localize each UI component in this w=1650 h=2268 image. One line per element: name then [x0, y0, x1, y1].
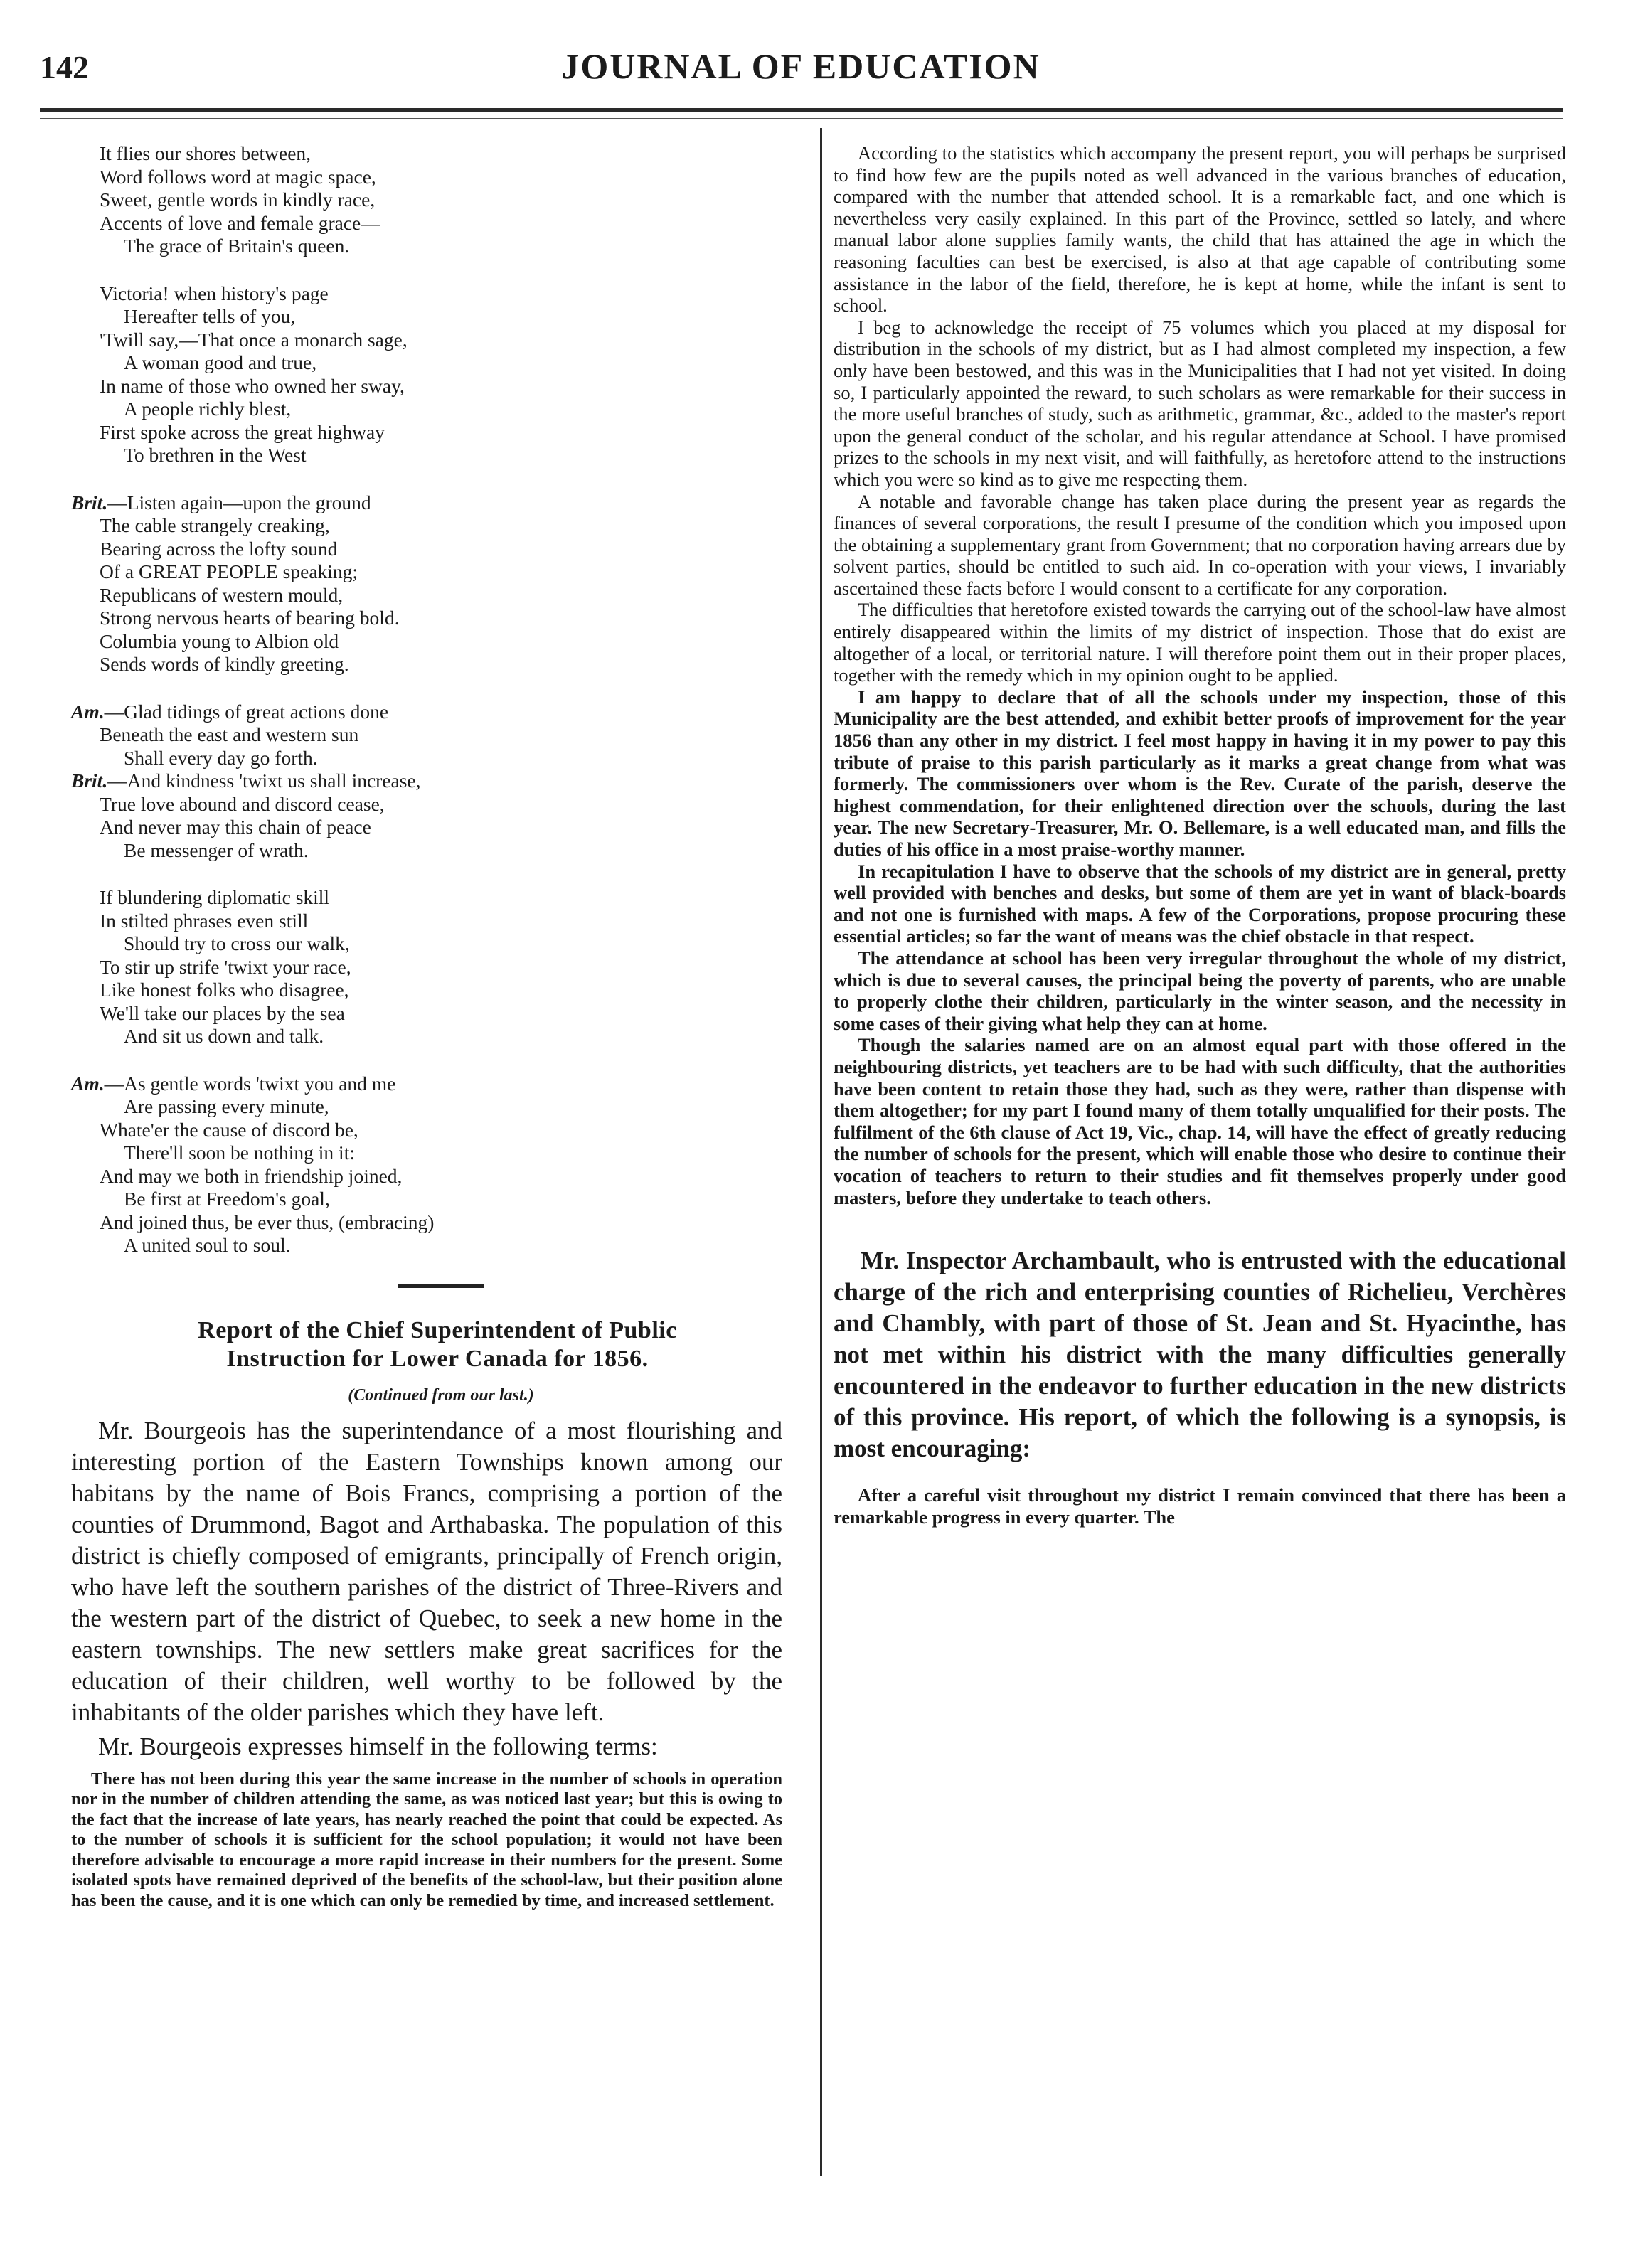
poem-line-text: It flies our shores between,: [100, 142, 312, 164]
report-paragraph: According to the statistics which accompany the present report, you will perhaps be surprised to find how few are the pupils noted as well advanced in the various branches of education, compared with the number that attended school. It is a remarkable fact, and one which is nevertheless very easily explained. In this part of the Province, settled so lately, and where manual labor alone supplies family wants, the child that has attained the age in which the reasoning faculties can best be exercised, is also at that age capable of contributing some assistance in the labor of the field, therefore, he is kept at home, while the infant is sent to school.: [834, 142, 1566, 316]
speaker-name: Brit.: [71, 491, 108, 513]
poem-line-text: And joined thus, be ever thus, (embracing): [100, 1210, 435, 1233]
poem-line-text: Bearing across the lofty sound: [100, 537, 338, 560]
poem-line: [100, 793, 782, 816]
speaker-name: Am.: [71, 1072, 105, 1095]
lead-intro: Mr. Bourgeois expresses himself in the following terms:: [98, 1732, 658, 1760]
running-title: JOURNAL OF EDUCATION: [561, 46, 1040, 86]
poem-line-text: The grace of Britain's queen.: [124, 235, 350, 257]
poem-line-text: And sit us down and talk.: [124, 1025, 324, 1047]
poem-line-text: True love abound and discord cease,: [100, 792, 385, 815]
poem-line: [100, 723, 782, 747]
poem-line: [100, 653, 782, 676]
poem-line: [100, 142, 782, 166]
poem-line: [100, 1002, 782, 1026]
poem-line: [100, 305, 782, 329]
poem-line-text: Republicans of western mould,: [100, 583, 344, 606]
poem-stanza: [100, 282, 782, 467]
poem-line: [100, 235, 782, 258]
poem-line: [100, 1165, 782, 1188]
report-paragraph: The attendance at school has been very irregular throughout the whole of my district, which is due to several causes, the principal being the poverty of parents, who are unable to properly clothe their children, particularly in the winter season, and the necessity in some cases of their giving what help they can at home.: [834, 947, 1566, 1034]
poem-line-text: Word follows word at magic space,: [100, 165, 376, 188]
column-rule: [820, 128, 822, 2176]
poem-line-text: Accents of love and female grace—: [100, 211, 380, 234]
poem-line: [100, 1119, 782, 1142]
page-header: [40, 41, 1562, 98]
poem-line: [100, 351, 782, 375]
speaker-name: Am.: [71, 700, 105, 723]
poem-line-text: Should try to cross our walk,: [124, 932, 350, 954]
report-paragraph: In recapitulation I have to observe that the schools of my district are in general, pretty well provided with benches and desks, but some of them are yet in want of black-boards and not one is furnished with maps. A few of the Corporations, propose procuring these essential articles; so far the want of means was the chief obstacle in that respect.: [834, 860, 1566, 947]
poem-line: [100, 398, 782, 421]
poem-line: [100, 1141, 782, 1165]
poem-line: [100, 607, 782, 630]
bourgeois-quote: There has not been during this year the same increase in the number of schools in operation nor in the number of children attending the same, as was noticed last year; but this is owing to the fact that the increase of late years, has nearly reached the point that could be expected. As to the number of schools it is sufficient for the school population; it would not have been therefore advisable to encourage a more rapid increase in their numbers for the present. Some isolated spots have remained deprived of the benefits of the school-law, but their position alone has been the cause, and it is one which can only be remedied by time, and increased settlement.: [71, 1769, 782, 1911]
poem-line-text: Strong nervous hearts of bearing bold.: [100, 607, 400, 629]
poem-line-text: —Listen again—upon the ground: [107, 491, 371, 513]
poem-line-text: Sends words of kindly greeting.: [100, 653, 349, 675]
poem-line-text: To stir up strife 'twixt your race,: [100, 955, 351, 978]
poem-line: [100, 747, 782, 770]
report-paragraph: I am happy to declare that of all the schools under my inspection, those of this Municipality are the best attended, and exhibit better proofs of improvement for the year 1856 than any other in my district. I feel most happy in having it in my power to pay this tribute of praise to this parish particularly as it marks a great change from what was formerly. The commissioners over whom is the Rev. Curate of the parish, deserve the highest commendation, for their enlightened direction over the schools, during the last year. The new Secretary-Treasurer, Mr. O. Bellemare, is a well educated man, and fills the duties of his office in a most praise-worthy manner.: [834, 686, 1566, 860]
poem-line-text: We'll take our places by the sea: [100, 1001, 345, 1024]
poem-line-text: First spoke across the great highway: [100, 420, 385, 443]
poem-line: [100, 538, 782, 561]
poem-stanza: [71, 491, 782, 676]
report-paragraph: I beg to acknowledge the receipt of 75 volumes which you placed at my disposal for distribution in the schools of my district, but as I had almost completed my inspection, a few only have been bestowed, and this was in the Municipalities that I had not yet visited. In doing so, I particularly appointed the reward, to such scholars as were remarkable for their success in the more useful branches of study, such as arithmetic, grammar, &c., added to the master's report upon the general conduct of the scholar, and his regular attendance at School. I have promised prizes to the schools in my next visit, and will faithfully, as heretofore attend to the instructions which you were so kind as to give me respecting them.: [834, 316, 1566, 490]
poem-line: [100, 375, 782, 398]
poem-line: [100, 514, 782, 538]
header-rule: [40, 108, 1563, 112]
poem-line: [100, 444, 782, 467]
poem-line-text: If blundering diplomatic skill: [100, 886, 330, 908]
poem-line-text: Be messenger of wrath.: [124, 838, 309, 861]
poem-line-text: Like honest folks who disagree,: [100, 979, 349, 1001]
poem-line-text: —And kindness 'twixt us shall increase,: [107, 770, 421, 792]
poem-line: [71, 1072, 782, 1096]
poem-line: [100, 979, 782, 1002]
poem-line-text: Whate'er the cause of discord be,: [100, 1118, 358, 1141]
poem-line: [100, 1211, 782, 1235]
poem-stanza: [71, 700, 782, 863]
header-rule-thin: [40, 118, 1563, 119]
lead-paragraph: Mr. Bourgeois has the superintendance of a most flourishing and interesting portion of the Eastern Townships known among our habitans by the name of Bois Francs, comprising a portion of the counties of Drummond, Bagot and Arthabaska. The population of this district is chiefly composed of emigrants, principally of French origin, who have left the southern parishes of the district of Three-Rivers and the western part of the district of Quebec, to seek a new home in the eastern townships. The new settlers make great sacrifices for the education of their children, well worthy to be followed by the inhabitants of the older parishes which they have left.: [71, 1416, 782, 1726]
poem-line: [100, 329, 782, 352]
poem-line-text: And never may this chain of peace: [100, 816, 371, 838]
poem-line-text: The cable strangely creaking,: [100, 514, 330, 536]
poem-line: [100, 630, 782, 654]
poem-line-text: Shall every day go forth.: [124, 746, 318, 769]
poem-stanza: [100, 886, 782, 1048]
poem-line-text: Of a GREAT PEOPLE speaking;: [100, 560, 358, 582]
poem-line: [71, 770, 782, 793]
poem-line: [71, 491, 782, 515]
right-column: [834, 142, 1566, 1528]
poem-line: [100, 1025, 782, 1048]
archambault-lead: Mr. Inspector Archambault, who is entrusted with the educational charge of the rich and enterprising counties of Richelieu, Verchères and Chambly, with part of those of St. Jean and St. Hyacinthe, has not met within his district with the many difficulties generally encountered in the endeavor to further education in the new districts of this province. His report, of which the following is a synopsis, is most encouraging:: [834, 1247, 1566, 1463]
report-heading: [71, 1316, 804, 1373]
poem-line-text: —As gentle words 'twixt you and me: [104, 1072, 396, 1095]
right-paragraphs: [834, 142, 1566, 1208]
poem-line-text: 'Twill say,—That once a monarch sage,: [100, 328, 408, 351]
report-paragraph: Though the salaries named are on an almost equal part with those offered in the neighbouring districts, yet teachers are to be had with such difficulty, that the authorities have been content to retain those they had, such as they were, rather than dispense with them altogether; for my part I found many of them totally unqualified for their posts. The fulfilment of the 6th clause of Act 19, Vic., chap. 14, will have the effect of greatly reducing the number of schools for the present, which will enable those who desire to continue their vocation of teachers to return to their studies and fit themselves properly under good masters, before they undertake to teach others.: [834, 1034, 1566, 1208]
poem-line-text: A united soul to soul.: [124, 1234, 291, 1256]
poem-line: [100, 421, 782, 444]
poem-line: [100, 1095, 782, 1119]
poem-line-text: A people richly blest,: [124, 398, 292, 420]
poem-line-text: To brethren in the West: [124, 444, 307, 466]
poem-line: [71, 701, 782, 724]
poem-line-text: In stilted phrases even still: [100, 909, 309, 932]
page-number: 142: [40, 49, 89, 85]
poem-line-text: A woman good and true,: [124, 351, 317, 373]
poem-line: [100, 1188, 782, 1211]
poem-line-text: There'll soon be nothing in it:: [124, 1141, 355, 1164]
report-paragraph: The difficulties that heretofore existed towards the carrying out of the school-law have almost entirely disappeared within the limits of my district of inspection. Those that do exist are altogether of a local, or territorial nature. I will therefore point them out in their proper places, together with the remedy which in my opinion ought to be applied.: [834, 599, 1566, 686]
continued-note: (Continued from our last.): [348, 1385, 534, 1405]
poem: [71, 142, 782, 1257]
poem-line: [100, 166, 782, 189]
poem-line: [100, 584, 782, 607]
poem-line: [100, 910, 782, 933]
report-heading-line-1: Report of the Chief Superintendent of Public: [198, 1316, 677, 1343]
section-divider: [398, 1284, 484, 1288]
poem-line: [100, 188, 782, 212]
poem-line-text: Sweet, gentle words in kindly race,: [100, 188, 376, 211]
poem-line-text: Hereafter tells of you,: [124, 305, 296, 327]
poem-line-text: Beneath the east and western sun: [100, 723, 359, 745]
poem-stanza: [100, 142, 782, 258]
closing-paragraph: After a careful visit throughout my district I remain convinced that there has been a remarkable progress in every quarter. The: [834, 1484, 1566, 1528]
poem-line: [100, 886, 782, 910]
poem-line-text: Are passing every minute,: [124, 1095, 329, 1117]
poem-line-text: Victoria! when history's page: [100, 282, 329, 304]
left-column: [71, 142, 782, 1912]
poem-line: [100, 932, 782, 956]
poem-stanza: [71, 1072, 782, 1257]
poem-line-text: —Glad tidings of great actions done: [104, 700, 389, 723]
poem-line: [100, 956, 782, 979]
poem-line-text: Be first at Freedom's goal,: [124, 1188, 330, 1210]
poem-line: [100, 816, 782, 839]
poem-line: [100, 212, 782, 235]
poem-line: [100, 560, 782, 584]
poem-line-text: And may we both in friendship joined,: [100, 1164, 403, 1187]
report-paragraph: A notable and favorable change has taken place during the present year as regards the finances of several corporations, the result I presume of the condition which you imposed upon the obtaining a supplementary grant from Government; that no corporation having arrears due by solvent parties, should be entitled to such aid. In co-operation with your views, I invariably ascertained these facts before I would consent to a certificate for any corporation.: [834, 490, 1566, 599]
poem-line: [100, 282, 782, 306]
poem-line: [100, 839, 782, 863]
report-heading-line-2: Instruction for Lower Canada for 1856.: [226, 1345, 649, 1372]
speaker-name: Brit.: [71, 770, 108, 792]
poem-line-text: In name of those who owned her sway,: [100, 374, 405, 397]
poem-line-text: Columbia young to Albion old: [100, 629, 339, 652]
poem-line: [100, 1234, 782, 1257]
